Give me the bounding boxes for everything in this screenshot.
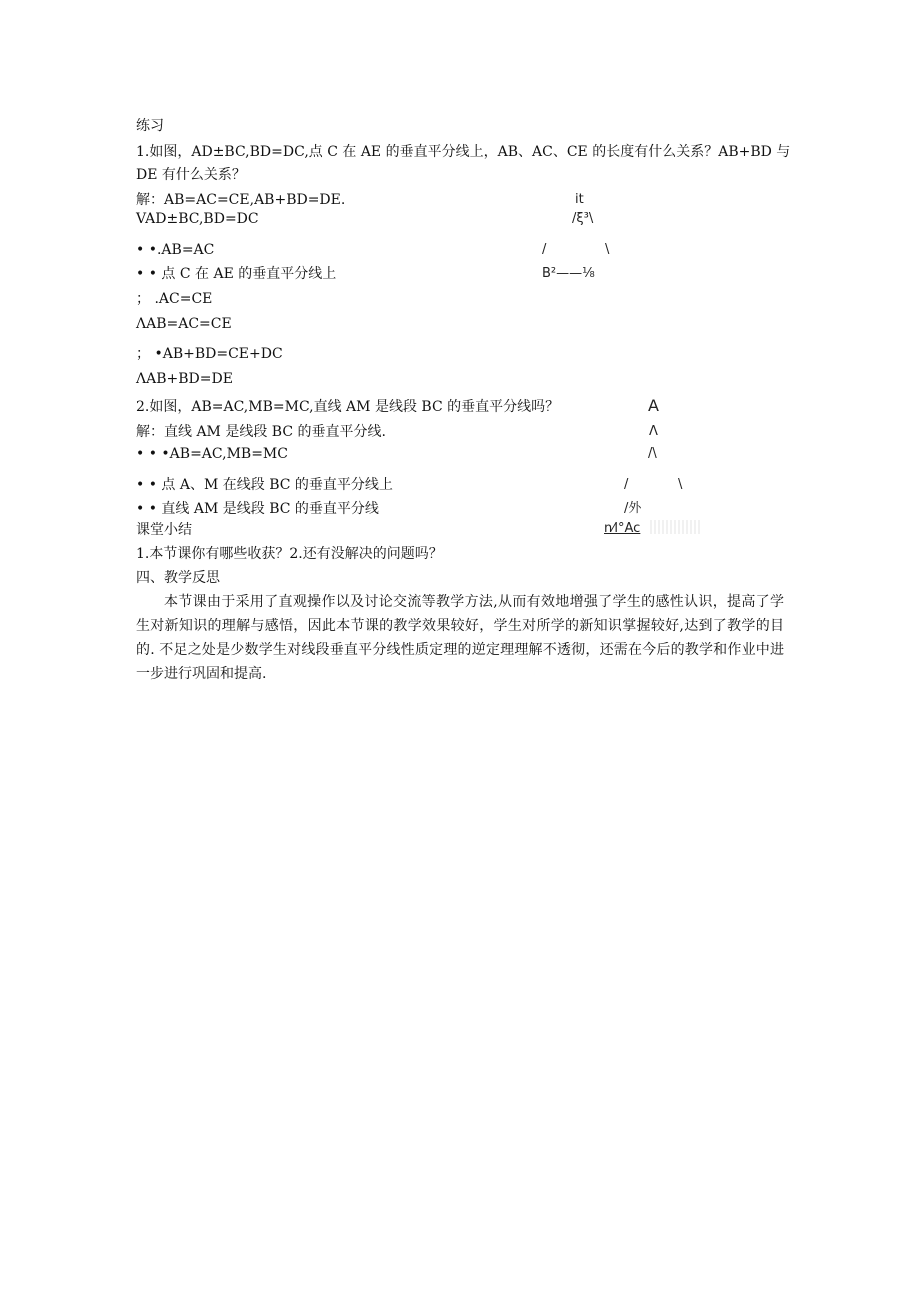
figure-2-left-side: / — [624, 477, 629, 492]
q1-solution-line-8: ΛAB+BD=DE — [136, 371, 233, 387]
reflection-heading: 四、教学反思 — [136, 570, 220, 586]
q1-solution-line-5 — [136, 290, 212, 308]
therefore-mark: ； — [136, 346, 150, 362]
q2-step-text: •AB=AC,MB=MC — [161, 446, 288, 462]
figure-2-apex: Λ — [649, 424, 658, 439]
summary-heading: 课堂小结 — [136, 522, 192, 538]
figure-2-sides: /\ — [648, 446, 657, 461]
q1-solution-line-6: ΛAB=AC=CE — [136, 316, 232, 332]
q1-solution-line-4 — [136, 265, 336, 283]
q1-solution-line-2: VAD±BC,BD=DC — [136, 211, 259, 227]
q2-solution-line-2 — [136, 445, 288, 463]
q1-step-text: •AB+BD=CE+DC — [154, 346, 283, 362]
because-dots: • • — [136, 446, 157, 462]
question-1-line-1: 1.如图，AD±BC,BD=DC,点 C 在 AE 的垂直平分线上，AB、AC、CE 的长度有什么关系？AB+BD 与 — [136, 144, 791, 160]
figure-2-right-side: \ — [678, 477, 683, 492]
q2-solution-line-3 — [136, 476, 393, 494]
therefore-mark: ； — [136, 291, 150, 307]
q2-step-text: 直线 AM 是线段 BC 的垂直平分线 — [161, 501, 379, 517]
scan-artifact — [650, 520, 702, 534]
q1-solution-line-3 — [136, 241, 214, 259]
q1-solution-line-7 — [136, 345, 283, 363]
figure-1-label-apex: /ξ³\ — [572, 211, 594, 226]
q1-solution-line-1: 解：AB=AC=CE,AB+BD=DE. — [136, 192, 346, 208]
q1-step-text: .AC=CE — [154, 291, 213, 307]
figure-2-label-a: A — [648, 396, 659, 415]
because-dots: • • — [136, 266, 157, 282]
figure-1-base: B²——⅛ — [542, 266, 595, 281]
exercise-heading: 练习 — [136, 118, 164, 134]
because-dots: • • — [136, 477, 157, 493]
because-dots: • • — [136, 501, 157, 517]
question-2-line-1: 2.如图，AB=AC,MB=MC,直线 AM 是线段 BC 的垂直平分线吗？ — [136, 399, 560, 415]
q1-step-text: 点 C 在 AE 的垂直平分线上 — [161, 266, 337, 282]
figure-1-right-side: \ — [605, 242, 610, 257]
figure-1-label-top: it — [575, 192, 584, 207]
summary-questions: 1.本节课你有哪些收获？2.还有没解决的问题吗？ — [136, 546, 443, 562]
q1-step-text: •.AB=AC — [148, 242, 215, 258]
q2-solution-line-4 — [136, 500, 379, 518]
figure-2-base: n⁄l°Ac — [604, 521, 641, 536]
question-1-line-2: DE 有什么关系？ — [136, 167, 246, 183]
figure-1-left-side: / — [542, 242, 547, 257]
reflection-paragraph: 本节课由于采用了直观操作以及讨论交流等教学方法,从而有效地增强了学生的感性认识，提高了学生对新知识的理解与感悟，因此本节课的教学效果较好，学生对所学的新知识掌握较好,达到了教学的目的. 不足之处是少数学生对线段垂直平分线性质定理的逆定理理解不透彻，还需在今后的教学和作业中进一步进行巩固和提高. — [136, 594, 784, 682]
q2-step-text: 点 A、M 在线段 BC 的垂直平分线上 — [161, 477, 393, 493]
q2-solution-line-1: 解：直线 AM 是线段 BC 的垂直平分线. — [136, 424, 386, 440]
therefore-dot: • — [136, 242, 145, 258]
figure-2-lower: /外 — [624, 501, 642, 516]
